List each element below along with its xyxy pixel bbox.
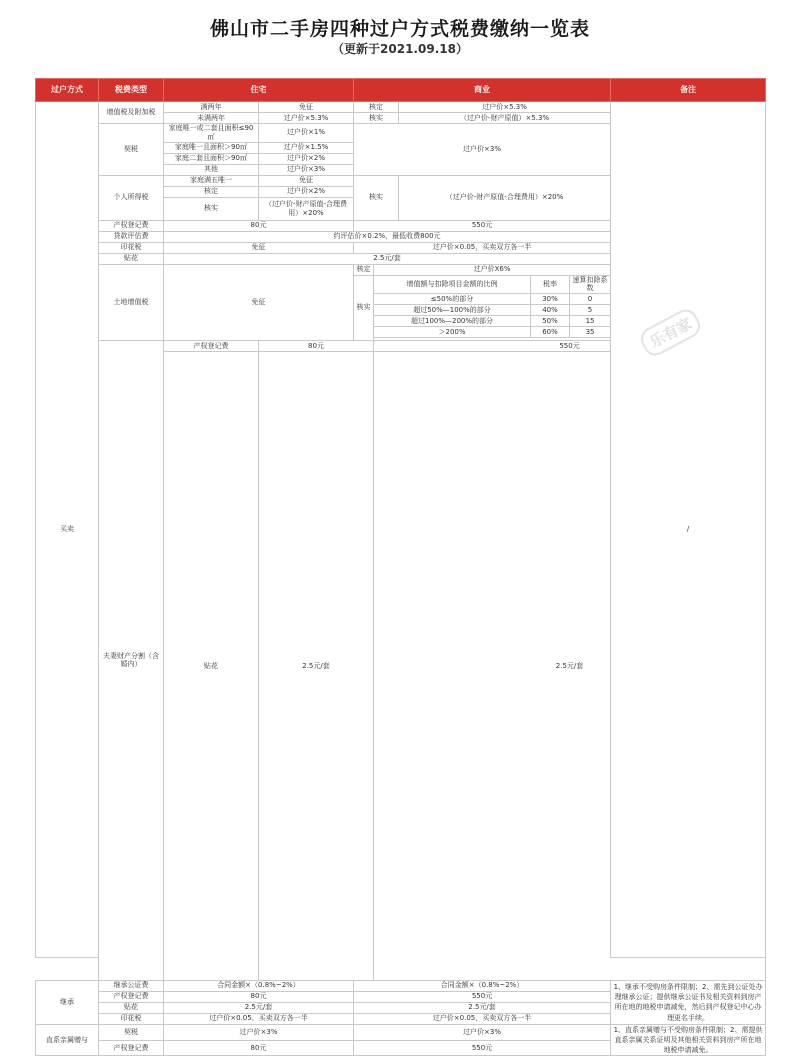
mode-cell: 直系亲属赠与: [36, 1024, 99, 1055]
value-cell: 免征: [259, 175, 354, 186]
table-row: [36, 1024, 766, 1040]
value-cell: 过户价×3%: [259, 164, 354, 175]
value-cell: 80元: [164, 1040, 354, 1056]
method-cell: 核实: [354, 275, 374, 341]
tax-type-cell: 产权登记费: [99, 1040, 164, 1056]
value-cell: 80元: [164, 991, 354, 1002]
value-cell: 合同金额×（0.8%~2%）: [164, 980, 354, 991]
tax-type-cell: 继承公证费: [99, 980, 164, 991]
condition-cell: 其他: [164, 164, 259, 175]
method-cell: 核实: [354, 113, 399, 124]
tax-type-cell: 增值税及附加税: [99, 102, 164, 124]
tax-type-cell: 产权登记费: [99, 220, 164, 231]
condition-cell: 满两年: [164, 102, 259, 113]
tax-type-cell: 贴花: [99, 253, 164, 264]
value-cell: 约评估价×0.2%，最低收费800元: [164, 231, 611, 242]
rate-range: 超过50%—100%的部分: [374, 305, 531, 316]
condition-cell: 家庭满五唯一: [164, 175, 259, 186]
mode-cell: 夫妻财产分割（含婚内）: [99, 341, 164, 981]
page-subtitle: （更新于2021.09.18）: [332, 42, 468, 56]
method-cell: 核定: [354, 264, 374, 275]
tax-type-cell: 契税: [99, 124, 164, 176]
page-title: 佛山市二手房四种过户方式税费缴纳一览表: [209, 18, 590, 40]
tax-type-cell: 产权登记费: [164, 341, 259, 352]
tax-type-cell: 印花税: [99, 1013, 164, 1024]
condition-cell: 家庭唯一且面积＞90㎡: [164, 142, 259, 153]
value-cell: 80元: [164, 220, 354, 231]
remark-cell: 1、继承不受购房条件限制；2、需先到公证处办理继承公证；提供继承公证书及相关资料到房产所在地的地税申请减免，然后到产权登记中心办理更名手续。: [611, 980, 766, 1024]
value-cell: 过户价×3%: [354, 1024, 611, 1040]
value-cell: 过户价×3%: [354, 124, 611, 176]
condition-cell: 核定: [164, 186, 259, 197]
value-cell: 免征: [259, 102, 354, 113]
value-cell: 过户价×5.3%: [259, 113, 354, 124]
value-cell: 80元: [259, 341, 374, 352]
value-cell: 过户价×0.05，买卖双方各一半: [354, 242, 611, 253]
rate-range: 超过100%—200%的部分: [374, 316, 531, 327]
deduction-value: 35: [570, 327, 611, 338]
value-cell: 2.5元/套: [164, 253, 611, 264]
rate-value: 50%: [531, 316, 570, 327]
value-cell: 过户价×1.5%: [259, 142, 354, 153]
tax-type-cell: 个人所得税: [99, 175, 164, 220]
value-cell: 合同金额×（0.8%~2%）: [354, 980, 611, 991]
value-cell: 过户价×0.05，买卖双方各一半: [164, 1013, 354, 1024]
value-cell: 550元: [354, 1040, 611, 1056]
rate-range: ＞200%: [374, 327, 531, 338]
tax-type-cell: 贷款评估费: [99, 231, 164, 242]
header-commercial: 商业: [354, 79, 611, 102]
tax-type-cell: 贴花: [99, 1002, 164, 1013]
value-cell: 550元: [374, 341, 766, 352]
value-cell: 过户价×1%: [259, 124, 354, 143]
rate-header: 速算扣除系数: [570, 275, 611, 294]
remark-cell: 1、直系亲属赠与不受购房条件限制；2、需提供直系亲属关系证明及其他相关资料到房产所在地地税申请减免。: [611, 1024, 766, 1055]
tax-type-cell: 贴花: [164, 352, 259, 981]
value-cell: （过户价-财产原值-合理费用）×20%: [399, 175, 611, 220]
value-cell: 550元: [354, 220, 611, 231]
value-cell: 过户价X6%: [374, 264, 611, 275]
method-cell: 核实: [354, 175, 399, 220]
condition-cell: 未满两年: [164, 113, 259, 124]
value-cell: 2.5元/套: [259, 352, 374, 981]
tax-type-cell: 印花税: [99, 242, 164, 253]
table-row: [36, 980, 766, 991]
value-cell: 过户价×3%: [164, 1024, 354, 1040]
remark-cell: /: [611, 102, 766, 958]
tax-type-cell: 契税: [99, 1024, 164, 1040]
value-cell: 过户价×5.3%: [399, 102, 611, 113]
method-cell: 核定: [354, 102, 399, 113]
header-tax-type: 税费类型: [99, 79, 164, 102]
value-cell: 过户价×2%: [259, 153, 354, 164]
value-cell: 过户价×2%: [259, 186, 354, 197]
condition-cell: 核实: [164, 197, 259, 220]
header-remarks: 备注: [611, 79, 766, 102]
deduction-value: 0: [570, 294, 611, 305]
table-row: [36, 102, 766, 113]
rate-value: 60%: [531, 327, 570, 338]
tax-table: [35, 78, 766, 1056]
value-cell: 过户价×0.05，买卖双方各一半: [354, 1013, 611, 1024]
rate-header: 税率: [531, 275, 570, 294]
mode-cell: 继承: [36, 980, 99, 1024]
value-cell: 550元: [354, 991, 611, 1002]
deduction-value: 5: [570, 305, 611, 316]
rate-header: 增值额与扣除项目金额的比例: [374, 275, 531, 294]
value-cell: （过户价-财产原值）×5.3%: [399, 113, 611, 124]
condition-cell: 家庭唯一或二套且面积≤90㎡: [164, 124, 259, 143]
value-cell: 2.5元/套: [164, 1002, 354, 1013]
tax-type-cell: 土地增值税: [99, 264, 164, 341]
deduction-value: 15: [570, 316, 611, 327]
watermark-logo: 乐有家: [637, 305, 704, 359]
condition-cell: 家庭二套且面积＞90㎡: [164, 153, 259, 164]
rate-range: ≤50%的部分: [374, 294, 531, 305]
value-cell: 2.5元/套: [354, 1002, 611, 1013]
value-cell: 2.5元/套: [374, 352, 766, 981]
value-cell: （过户价-财产原值-合理费用）×20%: [259, 197, 354, 220]
rate-value: 40%: [531, 305, 570, 316]
table-header-row: [36, 79, 766, 102]
value-cell: 免征: [164, 264, 354, 341]
tax-type-cell: 产权登记费: [99, 991, 164, 1002]
value-cell: 免征: [164, 242, 354, 253]
rate-value: 30%: [531, 294, 570, 305]
mode-cell: 买卖: [36, 102, 99, 958]
header-residential: 住宅: [164, 79, 354, 102]
header-mode: 过户方式: [36, 79, 99, 102]
